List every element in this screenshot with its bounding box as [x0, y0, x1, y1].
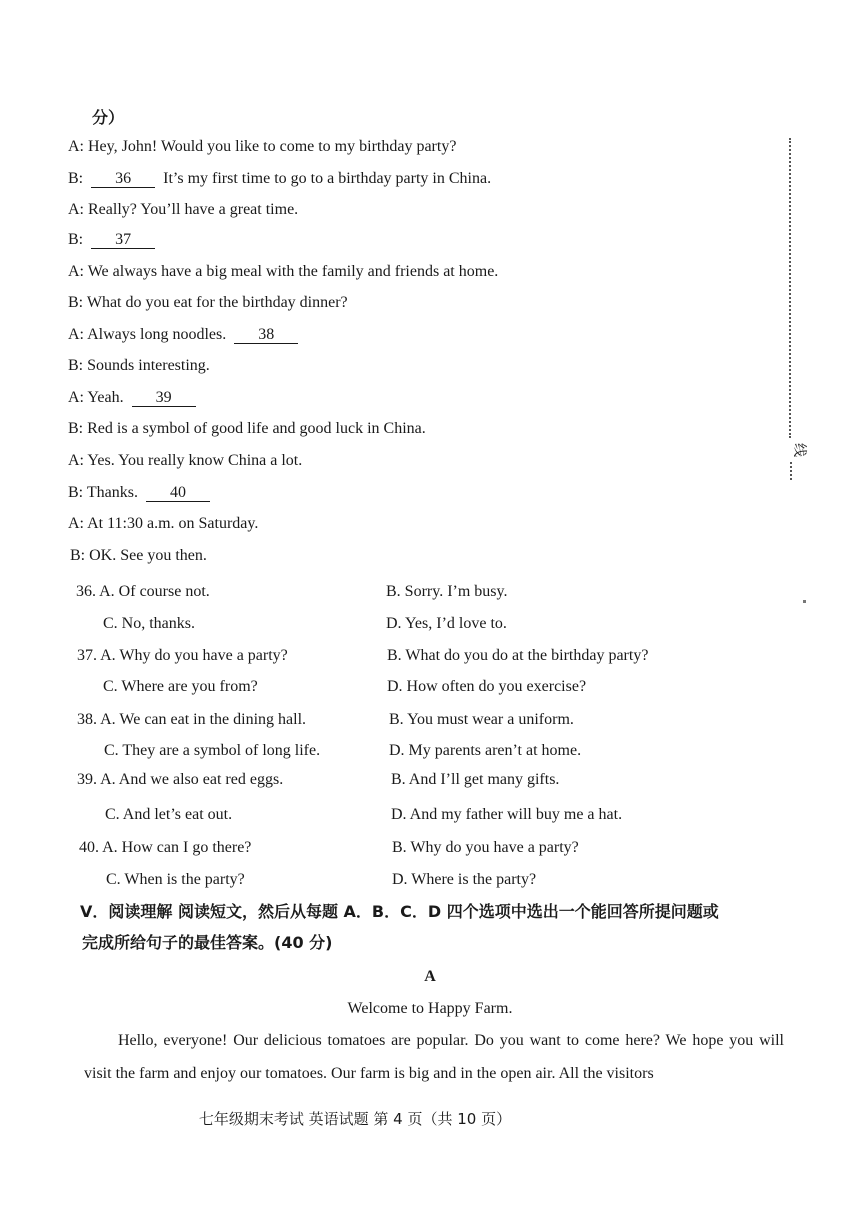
passage-title: Welcome to Happy Farm. — [347, 1000, 513, 1017]
dialogue-line-8: B: Sounds interesting. — [68, 357, 210, 374]
question-37-option-d: D. How often do you exercise? — [387, 678, 587, 695]
blank-39: 39 — [132, 389, 196, 407]
question-36-option-d: D. Yes, I’d love to. — [386, 615, 507, 632]
dialogue-line-7: A: Always long noodles. 38 — [68, 325, 302, 345]
dialogue-line-9: A: Yeah. 39 — [68, 388, 200, 408]
question-36-option-a: 36. A. Of course not. — [76, 583, 210, 600]
dialogue-line-11: A: Yes. You really know China a lot. — [68, 452, 303, 469]
section-heading-line-2: 完成所给句子的最佳答案。(40 分) — [82, 933, 333, 952]
binding-line-label: 线 — [791, 443, 807, 457]
blank-38: 38 — [234, 326, 298, 344]
blank-40: 40 — [146, 484, 210, 502]
passage-paragraph: Hello, everyone! Our delicious tomatoes are popular. Do you want to come here? We hope you will visit the farm and enjoy our tomatoes. Our farm is big and in the open air. All the visitors — [84, 1032, 784, 1082]
dialogue-line-12: B: Thanks. 40 — [68, 483, 214, 503]
question-36-option-c: C. No, thanks. — [103, 615, 195, 632]
dialogue-line-6: B: What do you eat for the birthday dinner? — [68, 294, 348, 311]
header-fragment: 分） — [92, 108, 125, 127]
dialogue-line-13: A: At 11:30 a.m. on Saturday. — [68, 515, 259, 532]
question-39-option-d: D. And my father will buy me a hat. — [391, 806, 623, 823]
binding-mark — [803, 600, 806, 603]
question-38-option-c: C. They are a symbol of long life. — [104, 742, 321, 759]
binding-line — [789, 138, 795, 438]
blank-36: 36 — [91, 170, 155, 188]
question-40-option-d: D. Where is the party? — [392, 871, 537, 888]
passage-letter: A — [424, 968, 436, 985]
binding-line-lower — [790, 462, 796, 480]
question-40-option-b: B. Why do you have a party? — [392, 839, 579, 856]
dialogue-line-10: B: Red is a symbol of good life and good luck in China. — [68, 420, 426, 437]
question-37-option-c: C. Where are you from? — [103, 678, 258, 695]
question-40-option-c: C. When is the party? — [106, 871, 245, 888]
dialogue-line-3: A: Really? You’ll have a great time. — [68, 201, 299, 218]
question-39-option-b: B. And I’ll get many gifts. — [391, 771, 560, 788]
question-38-option-d: D. My parents aren’t at home. — [389, 742, 582, 759]
question-39-option-c: C. And let’s eat out. — [105, 806, 233, 823]
question-37-option-a: 37. A. Why do you have a party? — [77, 647, 288, 664]
question-38-option-b: B. You must wear a uniform. — [389, 711, 574, 728]
question-37-option-b: B. What do you do at the birthday party? — [387, 647, 649, 664]
section-heading-line-1: V．阅读理解 阅读短文，然后从每题 A．B．C．D 四个选项中选出一个能回答所提问题或 — [80, 902, 719, 921]
question-40-option-a: 40. A. How can I go there? — [79, 839, 252, 856]
question-39-option-a: 39. A. And we also eat red eggs. — [77, 771, 284, 788]
blank-37: 37 — [91, 231, 155, 249]
question-36-option-b: B. Sorry. I’m busy. — [386, 583, 508, 600]
dialogue-line-1: A: Hey, John! Would you like to come to my birthday party? — [68, 138, 457, 155]
page-footer: 七年级期末考试 英语试题 第 4 页（共 10 页） — [198, 1110, 512, 1128]
dialogue-line-5: A: We always have a big meal with the family and friends at home. — [68, 263, 499, 280]
dialogue-line-4: B: 37 — [68, 230, 159, 250]
dialogue-line-2: B: 36 It’s my first time to go to a birthday party in China. — [68, 170, 492, 187]
question-38-option-a: 38. A. We can eat in the dining hall. — [77, 711, 307, 728]
dialogue-line-14: B: OK. See you then. — [70, 547, 207, 564]
